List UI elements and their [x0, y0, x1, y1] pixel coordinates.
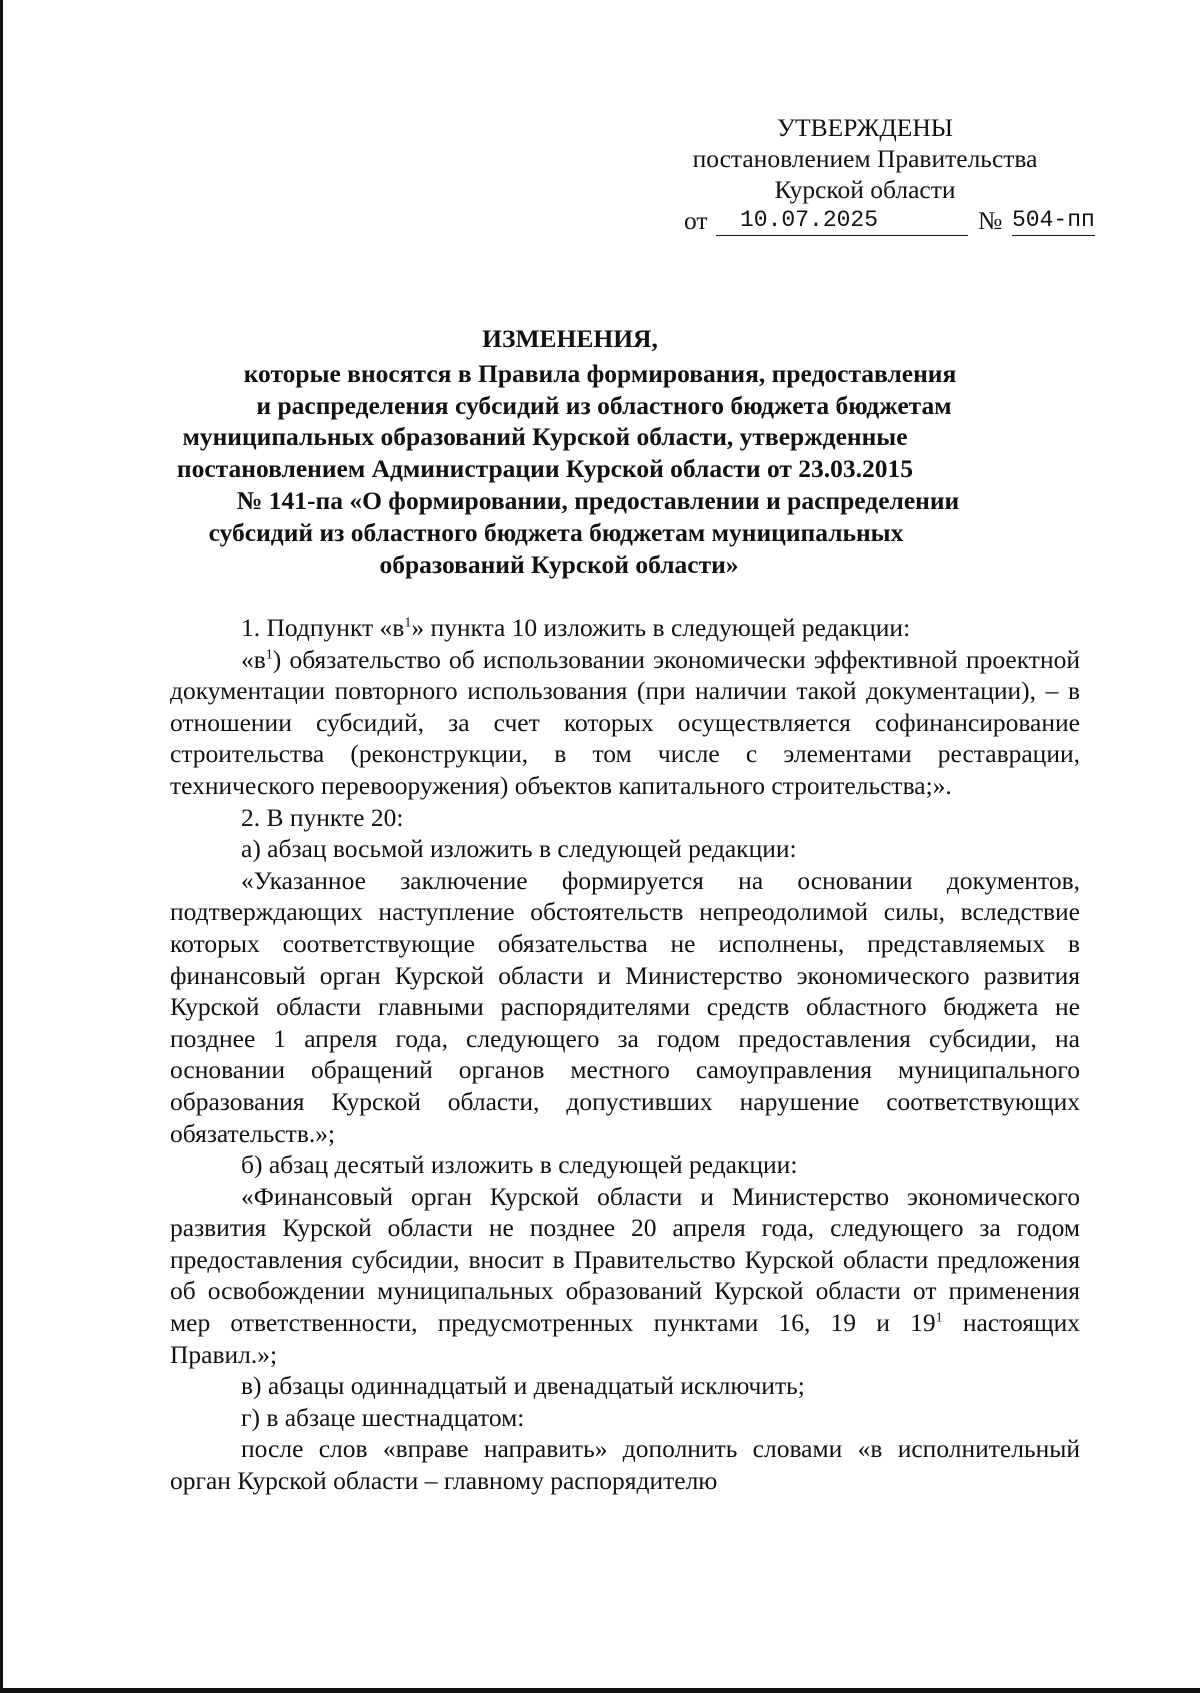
text-fragment: «Финансовый орган Курской области и Министерство экономического развития Курской области не позднее 20 апреля года, следующего за годом предоставления субсидии, вносит в Правительство Курской области предложения об освобождении муниципальных образований Курской области от применения мер ответственности, предусмотренных пунктами 16, 19 и 19	[170, 1181, 1080, 1338]
text-fragment: » пункта 10 изложить в следующей редакции:	[411, 613, 911, 642]
document-heading	[170, 323, 1110, 580]
text-fragment: настоящих Правил.»;	[170, 1308, 1080, 1369]
heading-line: № 141-па «О формировании, предоставлении и распределении	[236, 485, 960, 515]
paragraph-3: 2. В пункте 20:	[241, 802, 404, 832]
approval-by: постановлением Правительства	[692, 144, 1038, 173]
paragraph-1	[170, 612, 1080, 644]
superscript: 1	[265, 647, 273, 663]
heading-title: ИЗМЕНЕНИЯ,	[482, 324, 658, 353]
date-from-label: от	[684, 206, 708, 235]
approval-number: 504-пп	[1012, 205, 1095, 236]
superscript: 1	[404, 615, 412, 631]
heading-line: субсидий из областного бюджета бюджетам муниципальных	[208, 517, 904, 547]
approval-date-line	[640, 205, 1110, 237]
paragraph-5: «Указанное заключение формируется на основании документов, подтверждающих наступление обстоятельств непреодолимой силы, вследствие которых соответствующие обязательства не исполнены, представляемых в финансовый орган Курской области и Министерство экономического развития Курской области главными распорядителями средств областного бюджета не позднее 1 апреля года, следующего за годом предоставления субсидии, на основании обращений органов местного самоуправления муниципального образования Курской области, допустивших нарушение соответствующих обязательств.»;	[170, 865, 1080, 1148]
approval-title: УТВЕРЖДЕНЫ	[777, 113, 953, 142]
heading-line: постановлением Администрации Курской области от 23.03.2015	[176, 454, 914, 484]
paragraph-7	[170, 1181, 1080, 1371]
heading-line: и распределения субсидий из областного бюджета бюджетам	[256, 390, 952, 420]
heading-line: образований Курской области»	[379, 549, 739, 579]
scan-bottom-border	[0, 1688, 1200, 1693]
number-sign: №	[978, 206, 1003, 235]
scan-left-border	[0, 0, 3, 1693]
paragraph-6: б) абзац десятый изложить в следующей редакции:	[241, 1150, 798, 1180]
text-fragment: 1. Подпункт «в	[241, 613, 405, 642]
paragraph-9: г) в абзаце шестнадцатом:	[241, 1402, 525, 1432]
superscript: 1	[935, 1310, 943, 1326]
paragraph-10: после слов «вправе направить» дополнить словами «в исполнительный орган Курской области – главному распорядителю	[170, 1434, 1080, 1496]
paragraph-2	[170, 644, 1080, 802]
approval-region: Курской области	[774, 175, 956, 204]
document-body	[170, 612, 1080, 1497]
approval-date: 10.07.2025	[716, 205, 968, 236]
text-fragment: ) обязательство об использовании экономически эффективной проектной документации повторного использования (при наличии такой документации), – в отношении субсидий, за счет которых осуществляется софинансирование строительства (реконструкции, в том числе с элементами реставрации, технического перевооружения) объектов капитального строительства;».	[170, 644, 1080, 800]
paragraph-8: в) абзацы одиннадцатый и двенадцатый исключить;	[241, 1371, 805, 1401]
approval-stamp	[640, 112, 1110, 237]
heading-line: муниципальных образований Курской области, утвержденные	[182, 422, 908, 452]
heading-line: которые вносятся в Правила формирования, предоставления	[243, 358, 957, 388]
text-fragment: «в	[241, 644, 266, 674]
paragraph-4: а) абзац восьмой изложить в следующей редакции:	[241, 834, 797, 864]
